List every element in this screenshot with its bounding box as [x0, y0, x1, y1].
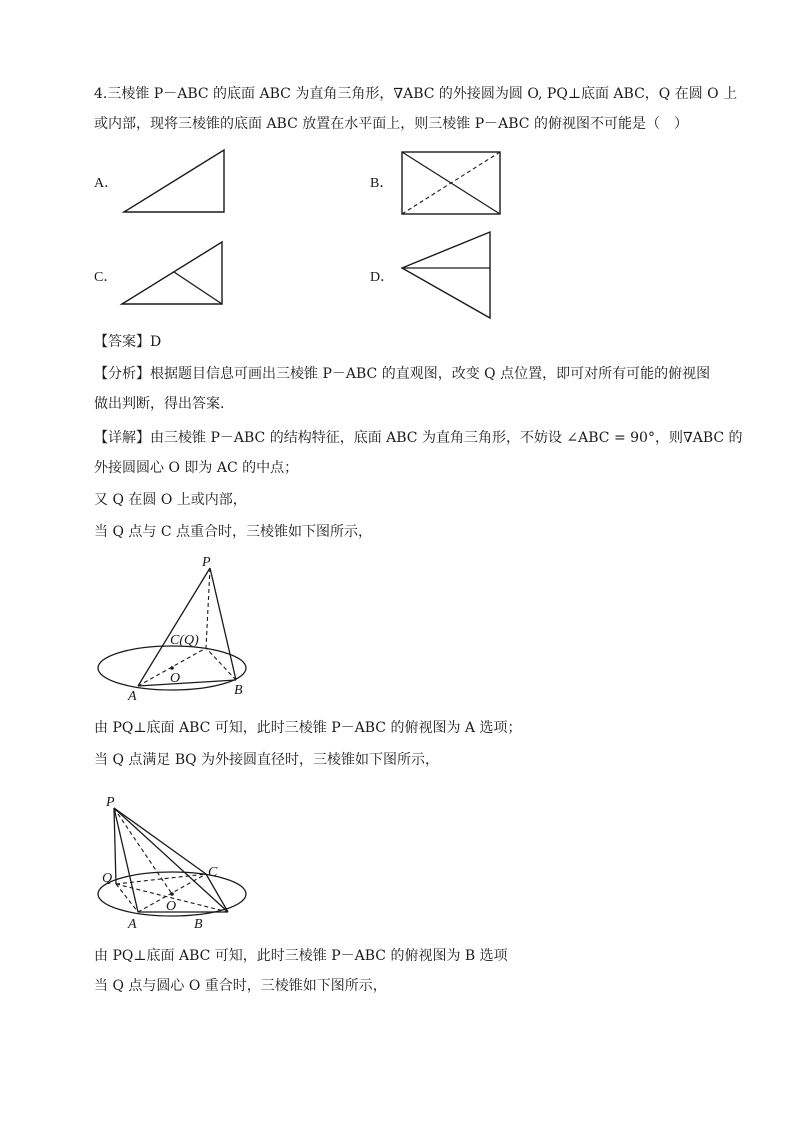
detail-line-3: 又 Q 在圆 O 上或内部，: [94, 492, 247, 508]
figure-2-edge-pc: [114, 808, 206, 874]
figure-1-label-o: O: [170, 671, 181, 686]
figure-1-edge-pb: [210, 568, 236, 680]
figure-1-edge-bc: [206, 648, 236, 680]
question-line-1: 4.三棱锥 P－ABC 的底面 ABC 为直角三角形，∇ABC 的外接圆为圆 O, PQ⊥底面 ABC，Q 在圆 O 上: [94, 86, 738, 102]
option-c-figure: [118, 238, 228, 308]
figure-1-label-a: A: [128, 689, 137, 704]
analysis-line-2: 做出判断，得出答案.: [94, 396, 225, 412]
figure-2-label-o: O: [166, 899, 177, 914]
analysis-line-1: [94, 364, 710, 384]
figure-2-edge-pb: [114, 808, 228, 912]
figure-2-label-q: Q: [102, 871, 113, 886]
figure-1-edge-ab: [138, 680, 236, 686]
detail-line-7: 由 PQ⊥底面 ABC 可知，此时三棱锥 P－ABC 的俯视图为 B 选项: [94, 948, 508, 964]
question-line-2: 或内部，现将三棱锥的底面 ABC 放置在水平面上，则三棱锥 P－ABC 的俯视图不可能是（ ）: [94, 116, 688, 132]
option-a-label: A．: [94, 176, 119, 191]
figure-1-edge-pc: [206, 568, 210, 648]
figure-2-center-dot: [170, 892, 174, 896]
figure-1-label-cq: C(Q): [170, 633, 199, 648]
option-a-triangle: [124, 150, 224, 212]
option-c-label: C．: [94, 270, 118, 285]
figure-2-edge-pq: [114, 808, 116, 884]
detail-line-8: 当 Q 点与圆心 O 重合时，三棱锥如下图所示，: [94, 978, 387, 994]
detail-text-1: 由三棱锥 P－ABC 的结构特征，底面 ABC 为直角三角形，不妨设 ∠ABC = 90°，则∇ABC 的: [150, 430, 743, 446]
analysis-tag: 【分析】: [94, 366, 150, 382]
option-b-label: B．: [370, 176, 394, 191]
option-d-label: D．: [370, 270, 395, 285]
detail-line-6: 当 Q 点满足 BQ 为外接圆直径时，三棱锥如下图所示，: [94, 752, 440, 768]
figure-1-label-b: B: [234, 683, 243, 698]
detail-line-1: [94, 428, 743, 448]
figure-2-edge-po: [114, 808, 172, 894]
detail-line-4: 当 Q 点与 C 点重合时，三棱锥如下图所示，: [94, 524, 372, 540]
answer-line: [94, 332, 161, 352]
figure-2-label-a: A: [128, 917, 137, 932]
answer-tag: 【答案】: [94, 334, 150, 350]
option-d-triangle: [402, 232, 490, 318]
detail-line-2: 外接圆圆心 O 即为 AC 的中点；: [94, 460, 299, 476]
detail-line-5: 由 PQ⊥底面 ABC 可知，此时三棱锥 P－ABC 的俯视图为 A 选项；: [94, 720, 522, 736]
figure-2-pyramid: [94, 794, 264, 934]
figure-2-label-c: C: [208, 865, 218, 880]
figure-2-label-p: P: [106, 795, 115, 810]
option-c-inner-line: [174, 272, 222, 304]
option-b-figure: [398, 148, 504, 216]
figure-1-edge-pa: [138, 568, 210, 686]
detail-tag: 【详解】: [94, 430, 150, 446]
analysis-text-1: 根据题目信息可画出三棱锥 P－ABC 的直观图，改变 Q 点位置，即可对所有可能的俯视图: [150, 366, 711, 382]
option-a-figure: [120, 146, 230, 216]
option-d-figure: [398, 228, 494, 322]
figure-1-center-dot: [170, 666, 174, 670]
figure-1-label-p: P: [202, 555, 211, 570]
figure-2-label-b: B: [194, 917, 203, 932]
figure-1-pyramid: [94, 552, 264, 704]
answer-value: D: [150, 334, 162, 350]
